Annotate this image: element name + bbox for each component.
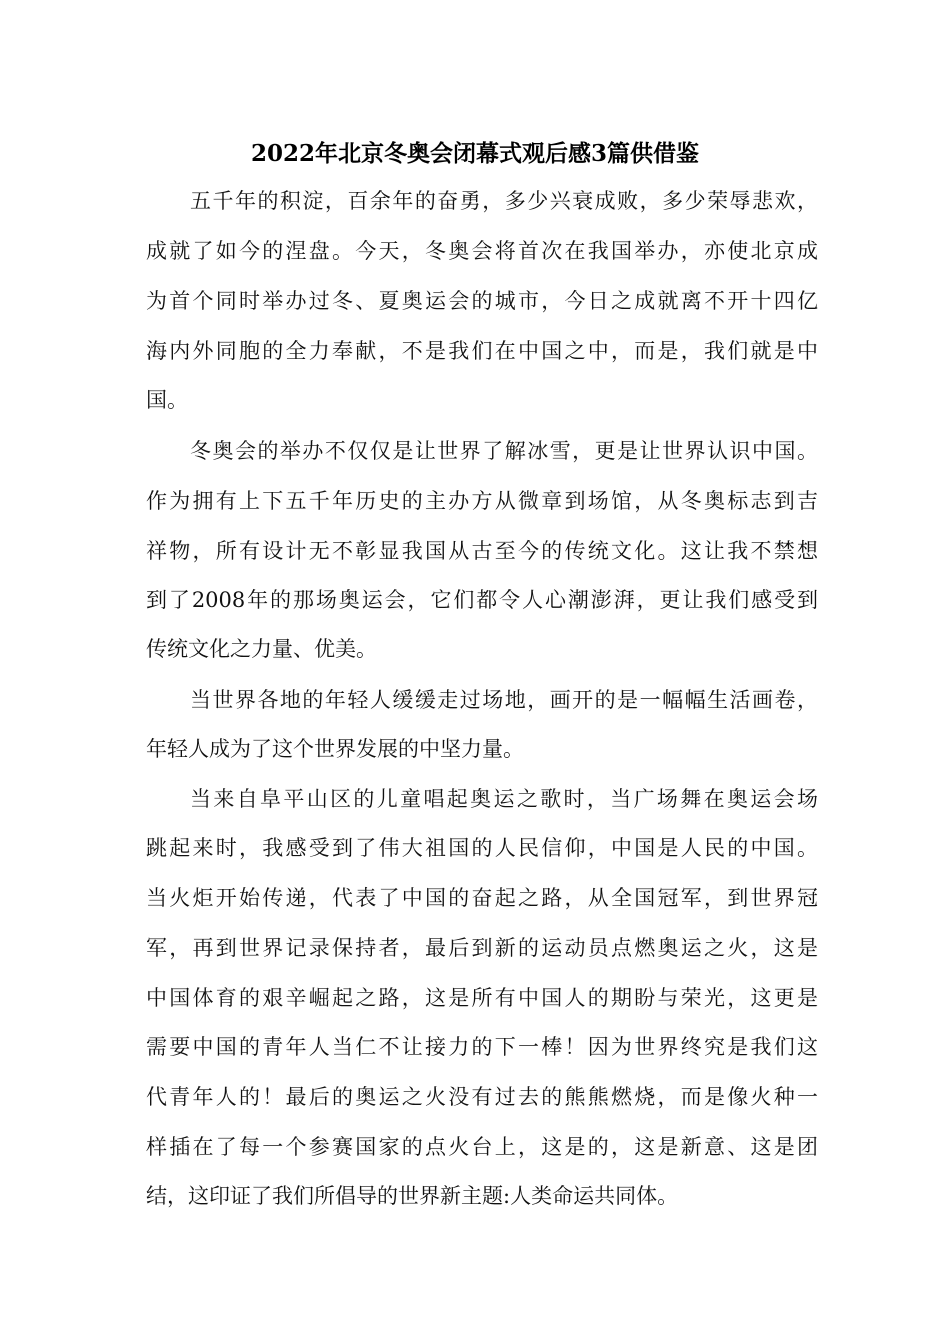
paragraph-4-line-6: 需要中国的青年人当仁不让接力的下一棒！因为世界终究是我们这: [146, 1035, 818, 1059]
paragraph-2-line-4: 到了2008年的那场奥运会，它们都令人心潮澎湃，更让我们感受到: [146, 588, 818, 612]
paragraph-4-line-7: 代青年人的！最后的奥运之火没有过去的熊熊燃烧，而是像火种一: [146, 1085, 818, 1109]
paragraph-4-line-3: 当火炬开始传递，代表了中国的奋起之路，从全国冠军，到世界冠: [146, 886, 818, 910]
document-title: 2022年北京冬奥会闭幕式观后感3篇供借鉴: [250, 140, 700, 167]
paragraph-4-line-2: 跳起来时，我感受到了伟大祖国的人民信仰，中国是人民的中国。: [146, 836, 818, 860]
paragraph-2-line-3: 祥物，所有设计无不彰显我国从古至今的传统文化。这让我不禁想: [146, 539, 818, 563]
paragraph-3-line-1: 当世界各地的年轻人缓缓走过场地，画开的是一幅幅生活画卷，: [190, 688, 818, 712]
paragraph-2-line-1: 冬奥会的举办不仅仅是让世界了解冰雪，更是让世界认识中国。: [190, 439, 818, 463]
paragraph-1-line-4: 海内外同胞的全力奉献，不是我们在中国之中，而是，我们就是中: [146, 339, 818, 363]
paragraph-2-line-5: 传统文化之力量、优美。: [146, 637, 377, 661]
paragraph-2-line-2: 作为拥有上下五千年历史的主办方从微章到场馆，从冬奥标志到吉: [146, 489, 818, 513]
paragraph-1-line-2: 成就了如今的涅盘。今天，冬奥会将首次在我国举办，亦使北京成: [146, 239, 818, 263]
paragraph-4-line-8: 样插在了每一个参赛国家的点火台上，这是的，这是新意、这是团: [146, 1135, 818, 1159]
paragraph-1-line-1: 五千年的积淀，百余年的奋勇，多少兴衰成败，多少荣辱悲欢，: [190, 189, 818, 213]
paragraph-4-line-4: 军，再到世界记录保持者，最后到新的运动员点燃奥运之火，这是: [146, 936, 818, 960]
paragraph-1-line-5: 国。: [146, 388, 188, 412]
paragraph-1-line-3: 为首个同时举办过冬、夏奥运会的城市，今日之成就离不开十四亿: [146, 289, 818, 313]
paragraph-4-line-5: 中国体育的艰辛崛起之路，这是所有中国人的期盼与荣光，这更是: [146, 986, 818, 1010]
paragraph-4-line-9: 结，这印证了我们所倡导的世界新主题:人类命运共同体。: [146, 1184, 679, 1208]
paragraph-3-line-2: 年轻人成为了这个世界发展的中坚力量。: [146, 737, 524, 761]
paragraph-4-line-1: 当来自阜平山区的儿童唱起奥运之歌时，当广场舞在奥运会场: [190, 787, 818, 811]
